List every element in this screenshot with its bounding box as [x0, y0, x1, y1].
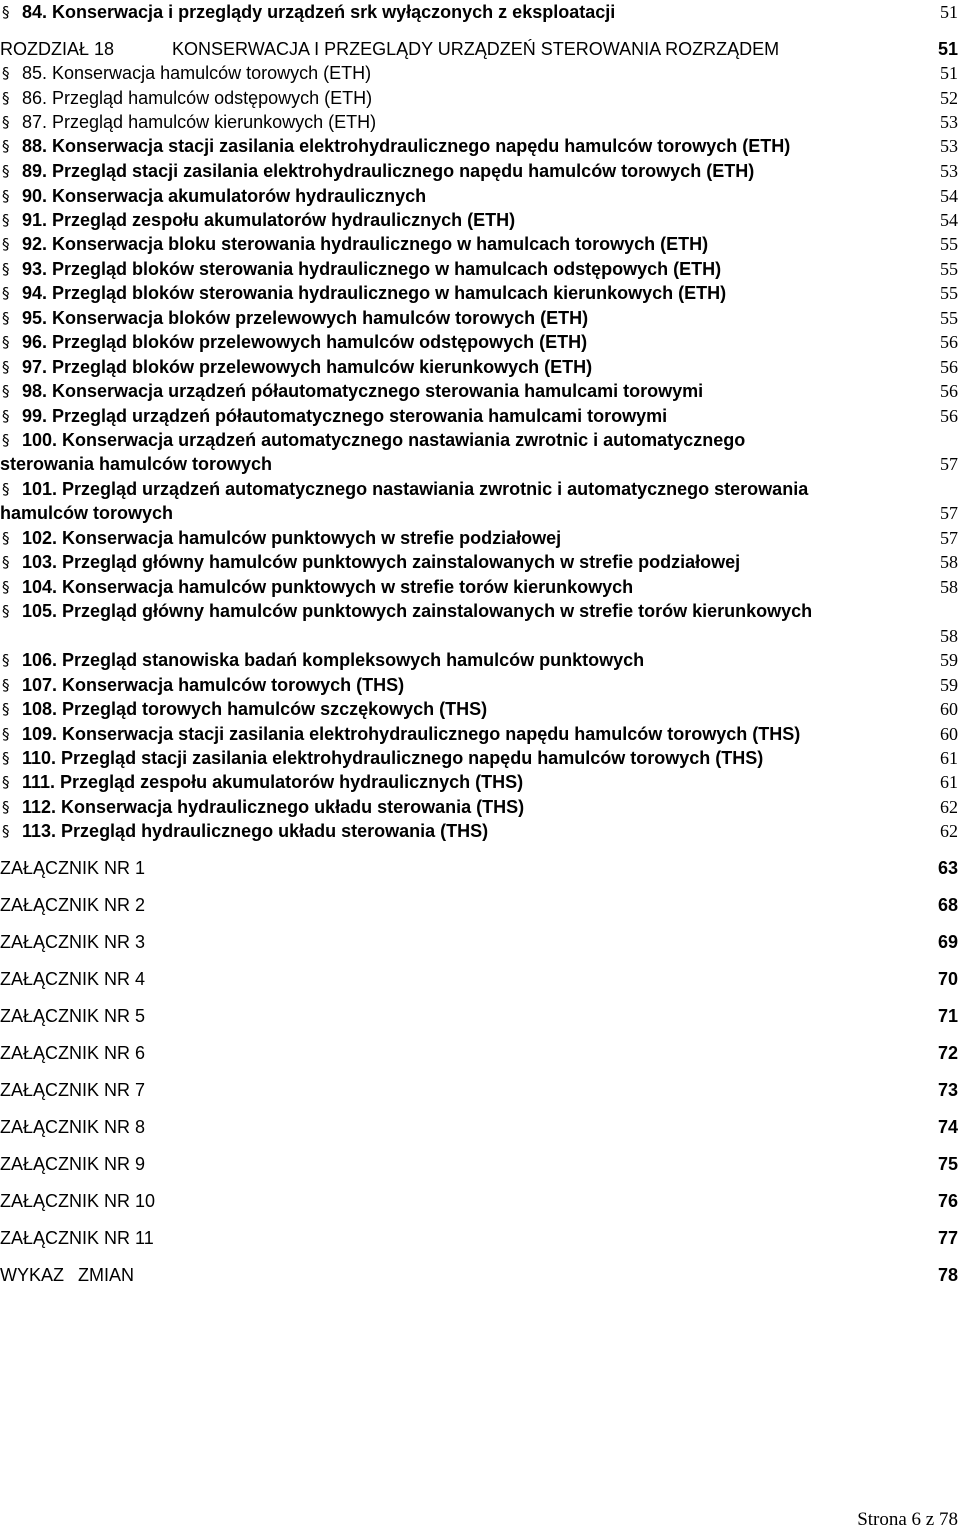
section-marker-icon: § [2, 651, 10, 669]
changes-label-word2: ZMIAN [78, 1265, 135, 1285]
section-marker-icon: § [2, 211, 10, 229]
toc-entry[interactable] [0, 232, 960, 256]
section-marker-icon: § [2, 407, 10, 425]
chapter-number: ROZDZIAŁ 18 [0, 39, 115, 59]
toc-entry-page: 58 [940, 626, 958, 646]
toc-entry-page: 68 [937, 895, 958, 915]
section-marker-icon: § [2, 725, 10, 743]
toc-entry-page: 60 [940, 699, 958, 719]
toc-entry-page: 75 [937, 1154, 958, 1174]
toc-entry-label: 106. Przegląd stanowiska badań kompleksowych hamulców punktowych [22, 650, 645, 670]
toc-entry-page: 55 [940, 259, 958, 279]
toc-entry[interactable] [0, 61, 960, 85]
section-marker-icon: § [2, 529, 10, 547]
toc-entry[interactable] [0, 770, 960, 794]
toc-entry-page: 56 [940, 332, 958, 352]
section-marker-icon: § [2, 578, 10, 596]
toc-entry-label-continued: hamulców torowych [0, 503, 174, 523]
toc-entry[interactable] [0, 257, 960, 281]
toc-entry-label: 98. Konserwacja urządzeń półautomatycznego sterowania hamulcami torowymi [22, 381, 704, 401]
toc-entry[interactable] [0, 184, 960, 208]
toc-appendix-entry[interactable] [0, 1189, 960, 1213]
toc-entry-page: 59 [940, 650, 958, 670]
toc-entry-label: 85. Konserwacja hamulców torowych (ETH) [22, 63, 372, 83]
toc-entry[interactable] [0, 208, 960, 232]
toc-entry[interactable] [0, 648, 960, 672]
toc-appendix-entry[interactable] [0, 893, 960, 917]
toc-changes-entry[interactable] [0, 1263, 960, 1287]
toc-entry-label: 108. Przegląd torowych hamulców szczękowych (THS) [22, 699, 488, 719]
toc-entry-page: 61 [940, 748, 958, 768]
toc-entry-label: 90. Konserwacja akumulatorów hydraulicznych [22, 186, 427, 206]
toc-entry[interactable] [0, 134, 960, 158]
toc-entry-page: 60 [940, 724, 958, 744]
toc-entry-page: 51 [940, 2, 958, 22]
section-marker-icon: § [2, 431, 10, 449]
section-marker-icon: § [2, 187, 10, 205]
section-marker-icon: § [2, 700, 10, 718]
toc-entry-label: 109. Konserwacja stacji zasilania elektrohydraulicznego napędu hamulców torowych (THS) [22, 724, 801, 744]
appendix-label: ZAŁĄCZNIK NR 2 [0, 895, 146, 915]
toc-entry[interactable] [0, 819, 960, 843]
changes-label [0, 1263, 134, 1287]
section-marker-icon: § [2, 137, 10, 155]
toc-entry[interactable] [0, 477, 960, 501]
toc-entry[interactable] [0, 599, 960, 623]
toc-entry-page: 51 [940, 63, 958, 83]
changes-label-word1: WYKAZ [0, 1265, 65, 1285]
toc-entry-page: 77 [937, 1228, 958, 1248]
toc-entry-page: 62 [940, 797, 958, 817]
toc-entry[interactable] [0, 575, 960, 599]
appendix-label: ZAŁĄCZNIK NR 11 [0, 1228, 154, 1248]
toc-entry-page: 54 [940, 186, 958, 206]
appendix-label: ZAŁĄCZNIK NR 6 [0, 1043, 146, 1063]
section-marker-icon: § [2, 3, 10, 21]
section-marker-icon: § [2, 162, 10, 180]
chapter-title [0, 37, 779, 61]
toc-entry-label: 112. Konserwacja hydraulicznego układu sterowania (THS) [22, 797, 525, 817]
toc-entry-page: 57 [940, 503, 958, 523]
toc-entry-label: 86. Przegląd hamulców odstępowych (ETH) [22, 88, 373, 108]
appendix-label: ZAŁĄCZNIK NR 3 [0, 932, 146, 952]
section-marker-icon: § [2, 749, 10, 767]
toc-entry-label: 93. Przegląd bloków sterowania hydraulicznego w hamulcach odstępowych (ETH) [22, 259, 722, 279]
toc-appendix-entry[interactable] [0, 930, 960, 954]
toc-entry-page: 76 [937, 1191, 958, 1211]
appendix-label: ZAŁĄCZNIK NR 9 [0, 1154, 146, 1174]
toc-entry-page: 54 [940, 210, 958, 230]
appendix-label: ZAŁĄCZNIK NR 1 [0, 858, 146, 878]
section-marker-icon: § [2, 676, 10, 694]
section-marker-icon: § [2, 358, 10, 376]
toc-entry-continuation[interactable] [0, 624, 960, 648]
section-marker-icon: § [2, 64, 10, 82]
toc-chapter-heading[interactable] [0, 37, 960, 61]
toc-entry-page: 71 [937, 1006, 958, 1026]
section-marker-icon: § [2, 773, 10, 791]
toc-entry-page: 62 [940, 821, 958, 841]
toc-entry-continuation[interactable] [0, 501, 960, 525]
toc-entry-page: 56 [940, 406, 958, 426]
toc-entry-page: 78 [937, 1265, 958, 1285]
section-marker-icon: § [2, 260, 10, 278]
toc-entry-page: 69 [937, 932, 958, 952]
toc-entry-page: 55 [940, 283, 958, 303]
toc-entry-label: 92. Konserwacja bloku sterowania hydraulicznego w hamulcach torowych (ETH) [22, 234, 709, 254]
toc-entry-label: 94. Przegląd bloków sterowania hydraulicznego w hamulcach kierunkowych (ETH) [22, 283, 727, 303]
appendix-label: ZAŁĄCZNIK NR 7 [0, 1080, 146, 1100]
toc-entry-page: 59 [940, 675, 958, 695]
toc-entry-page: 56 [940, 357, 958, 377]
toc-entry[interactable] [0, 306, 960, 330]
toc-appendix-entry[interactable] [0, 856, 960, 880]
toc-entry-page: 73 [937, 1080, 958, 1100]
toc-entry-label: 96. Przegląd bloków przelewowych hamulców odstępowych (ETH) [22, 332, 588, 352]
toc-appendix-entry[interactable] [0, 1078, 960, 1102]
toc-entry-label: 101. Przegląd urządzeń automatycznego nastawiania zwrotnic i automatycznego sterowania [22, 479, 809, 499]
toc-entry-label: 102. Konserwacja hamulców punktowych w strefie podziałowej [22, 528, 562, 548]
toc-entry[interactable] [0, 86, 960, 110]
toc-entry[interactable] [0, 355, 960, 379]
section-marker-icon: § [2, 309, 10, 327]
toc-entry-page: 74 [937, 1117, 958, 1137]
toc-entry[interactable] [0, 746, 960, 770]
chapter-name: KONSERWACJA I PRZEGLĄDY URZĄDZEŃ STEROWANIA ROZRZĄDEM [172, 39, 780, 59]
toc-entry[interactable] [0, 110, 960, 134]
toc-entry-label: 113. Przegląd hydraulicznego układu sterowania (THS) [22, 821, 489, 841]
toc-entry-page: 72 [937, 1043, 958, 1063]
toc-entry[interactable] [0, 404, 960, 428]
section-marker-icon: § [2, 602, 10, 620]
toc-entry-label: 87. Przegląd hamulców kierunkowych (ETH) [22, 112, 377, 132]
toc-entry-page: 57 [940, 454, 958, 474]
toc-entry[interactable] [0, 281, 960, 305]
toc-entry[interactable] [0, 379, 960, 403]
toc-entry-label: 110. Przegląd stacji zasilania elektrohydraulicznego napędu hamulców torowych (THS) [22, 748, 764, 768]
toc-entry-label: 107. Konserwacja hamulców torowych (THS) [22, 675, 405, 695]
appendix-label: ZAŁĄCZNIK NR 5 [0, 1006, 146, 1026]
toc-entry-page: 63 [937, 858, 958, 878]
toc-entry-label: 100. Konserwacja urządzeń automatycznego nastawiania zwrotnic i automatycznego [22, 430, 746, 450]
toc-appendix-entry[interactable] [0, 1041, 960, 1065]
toc-entry[interactable] [0, 697, 960, 721]
toc-entry-label: 88. Konserwacja stacji zasilania elektrohydraulicznego napędu hamulców torowych (ETH) [22, 136, 791, 156]
section-marker-icon: § [2, 284, 10, 302]
appendix-label: ZAŁĄCZNIK NR 10 [0, 1191, 156, 1211]
toc-entry-page: 52 [940, 88, 958, 108]
toc-entry[interactable] [0, 526, 960, 550]
toc-entry-label: 111. Przegląd zespołu akumulatorów hydraulicznych (THS) [22, 772, 524, 792]
toc-entry-page: 56 [940, 381, 958, 401]
toc-entry-continuation[interactable] [0, 452, 960, 476]
toc-entry[interactable] [0, 722, 960, 746]
toc-appendix-entry[interactable] [0, 1226, 960, 1250]
toc-entry-label: 105. Przegląd główny hamulców punktowych zainstalowanych w strefie torów kierunkowych [22, 601, 813, 621]
toc-appendix-entry[interactable] [0, 1004, 960, 1028]
toc-entry-page: 53 [940, 112, 958, 132]
toc-entry[interactable] [0, 550, 960, 574]
section-marker-icon: § [2, 798, 10, 816]
section-marker-icon: § [2, 235, 10, 253]
section-marker-icon: § [2, 382, 10, 400]
section-marker-icon: § [2, 822, 10, 840]
toc-entry[interactable] [0, 330, 960, 354]
page-number-footer: Strona 6 z 78 [857, 1509, 958, 1530]
toc-entry[interactable] [0, 159, 960, 183]
toc-entry-page: 53 [940, 161, 958, 181]
toc-entry[interactable] [0, 428, 960, 452]
toc-entry-page: 55 [940, 234, 958, 254]
toc-entry-label: 89. Przegląd stacji zasilania elektrohydraulicznego napędu hamulców torowych (ETH) [22, 161, 755, 181]
toc-entry[interactable] [0, 673, 960, 697]
toc-entry-page: 53 [940, 136, 958, 156]
toc-appendix-entry[interactable] [0, 1115, 960, 1139]
toc-entry-label: 91. Przegląd zespołu akumulatorów hydraulicznych (ETH) [22, 210, 516, 230]
toc-entry-label: 95. Konserwacja bloków przelewowych hamulców torowych (ETH) [22, 308, 589, 328]
toc-entry-page: 58 [940, 577, 958, 597]
section-marker-icon: § [2, 333, 10, 351]
appendix-label: ZAŁĄCZNIK NR 8 [0, 1117, 146, 1137]
toc-entry-label: 104. Konserwacja hamulców punktowych w strefie torów kierunkowych [22, 577, 634, 597]
appendix-label: ZAŁĄCZNIK NR 4 [0, 969, 146, 989]
section-marker-icon: § [2, 480, 10, 498]
section-marker-icon: § [2, 89, 10, 107]
toc-entry-page: 57 [940, 528, 958, 548]
toc-appendix-entry[interactable] [0, 967, 960, 991]
toc-entry-page: 58 [940, 552, 958, 572]
toc-appendix-entry[interactable] [0, 1152, 960, 1176]
section-marker-icon: § [2, 553, 10, 571]
section-marker-icon: § [2, 113, 10, 131]
toc-entry-page: 51 [937, 39, 958, 59]
toc-entry[interactable] [0, 0, 960, 24]
toc-entry-label: 97. Przegląd bloków przelewowych hamulców kierunkowych (ETH) [22, 357, 593, 377]
toc-entry-label: 103. Przegląd główny hamulców punktowych zainstalowanych w strefie podziałowej [22, 552, 741, 572]
toc-entry-page: 70 [937, 969, 958, 989]
toc-entry-page: 61 [940, 772, 958, 792]
toc-entry-label: 84. Konserwacja i przeglądy urządzeń srk wyłączonych z eksploatacji [22, 2, 616, 22]
toc-entry-page: 55 [940, 308, 958, 328]
toc-entry[interactable] [0, 795, 960, 819]
toc-entry-label: 99. Przegląd urządzeń półautomatycznego sterowania hamulcami torowymi [22, 406, 668, 426]
toc-entry-label-continued: sterowania hamulców torowych [0, 454, 273, 474]
